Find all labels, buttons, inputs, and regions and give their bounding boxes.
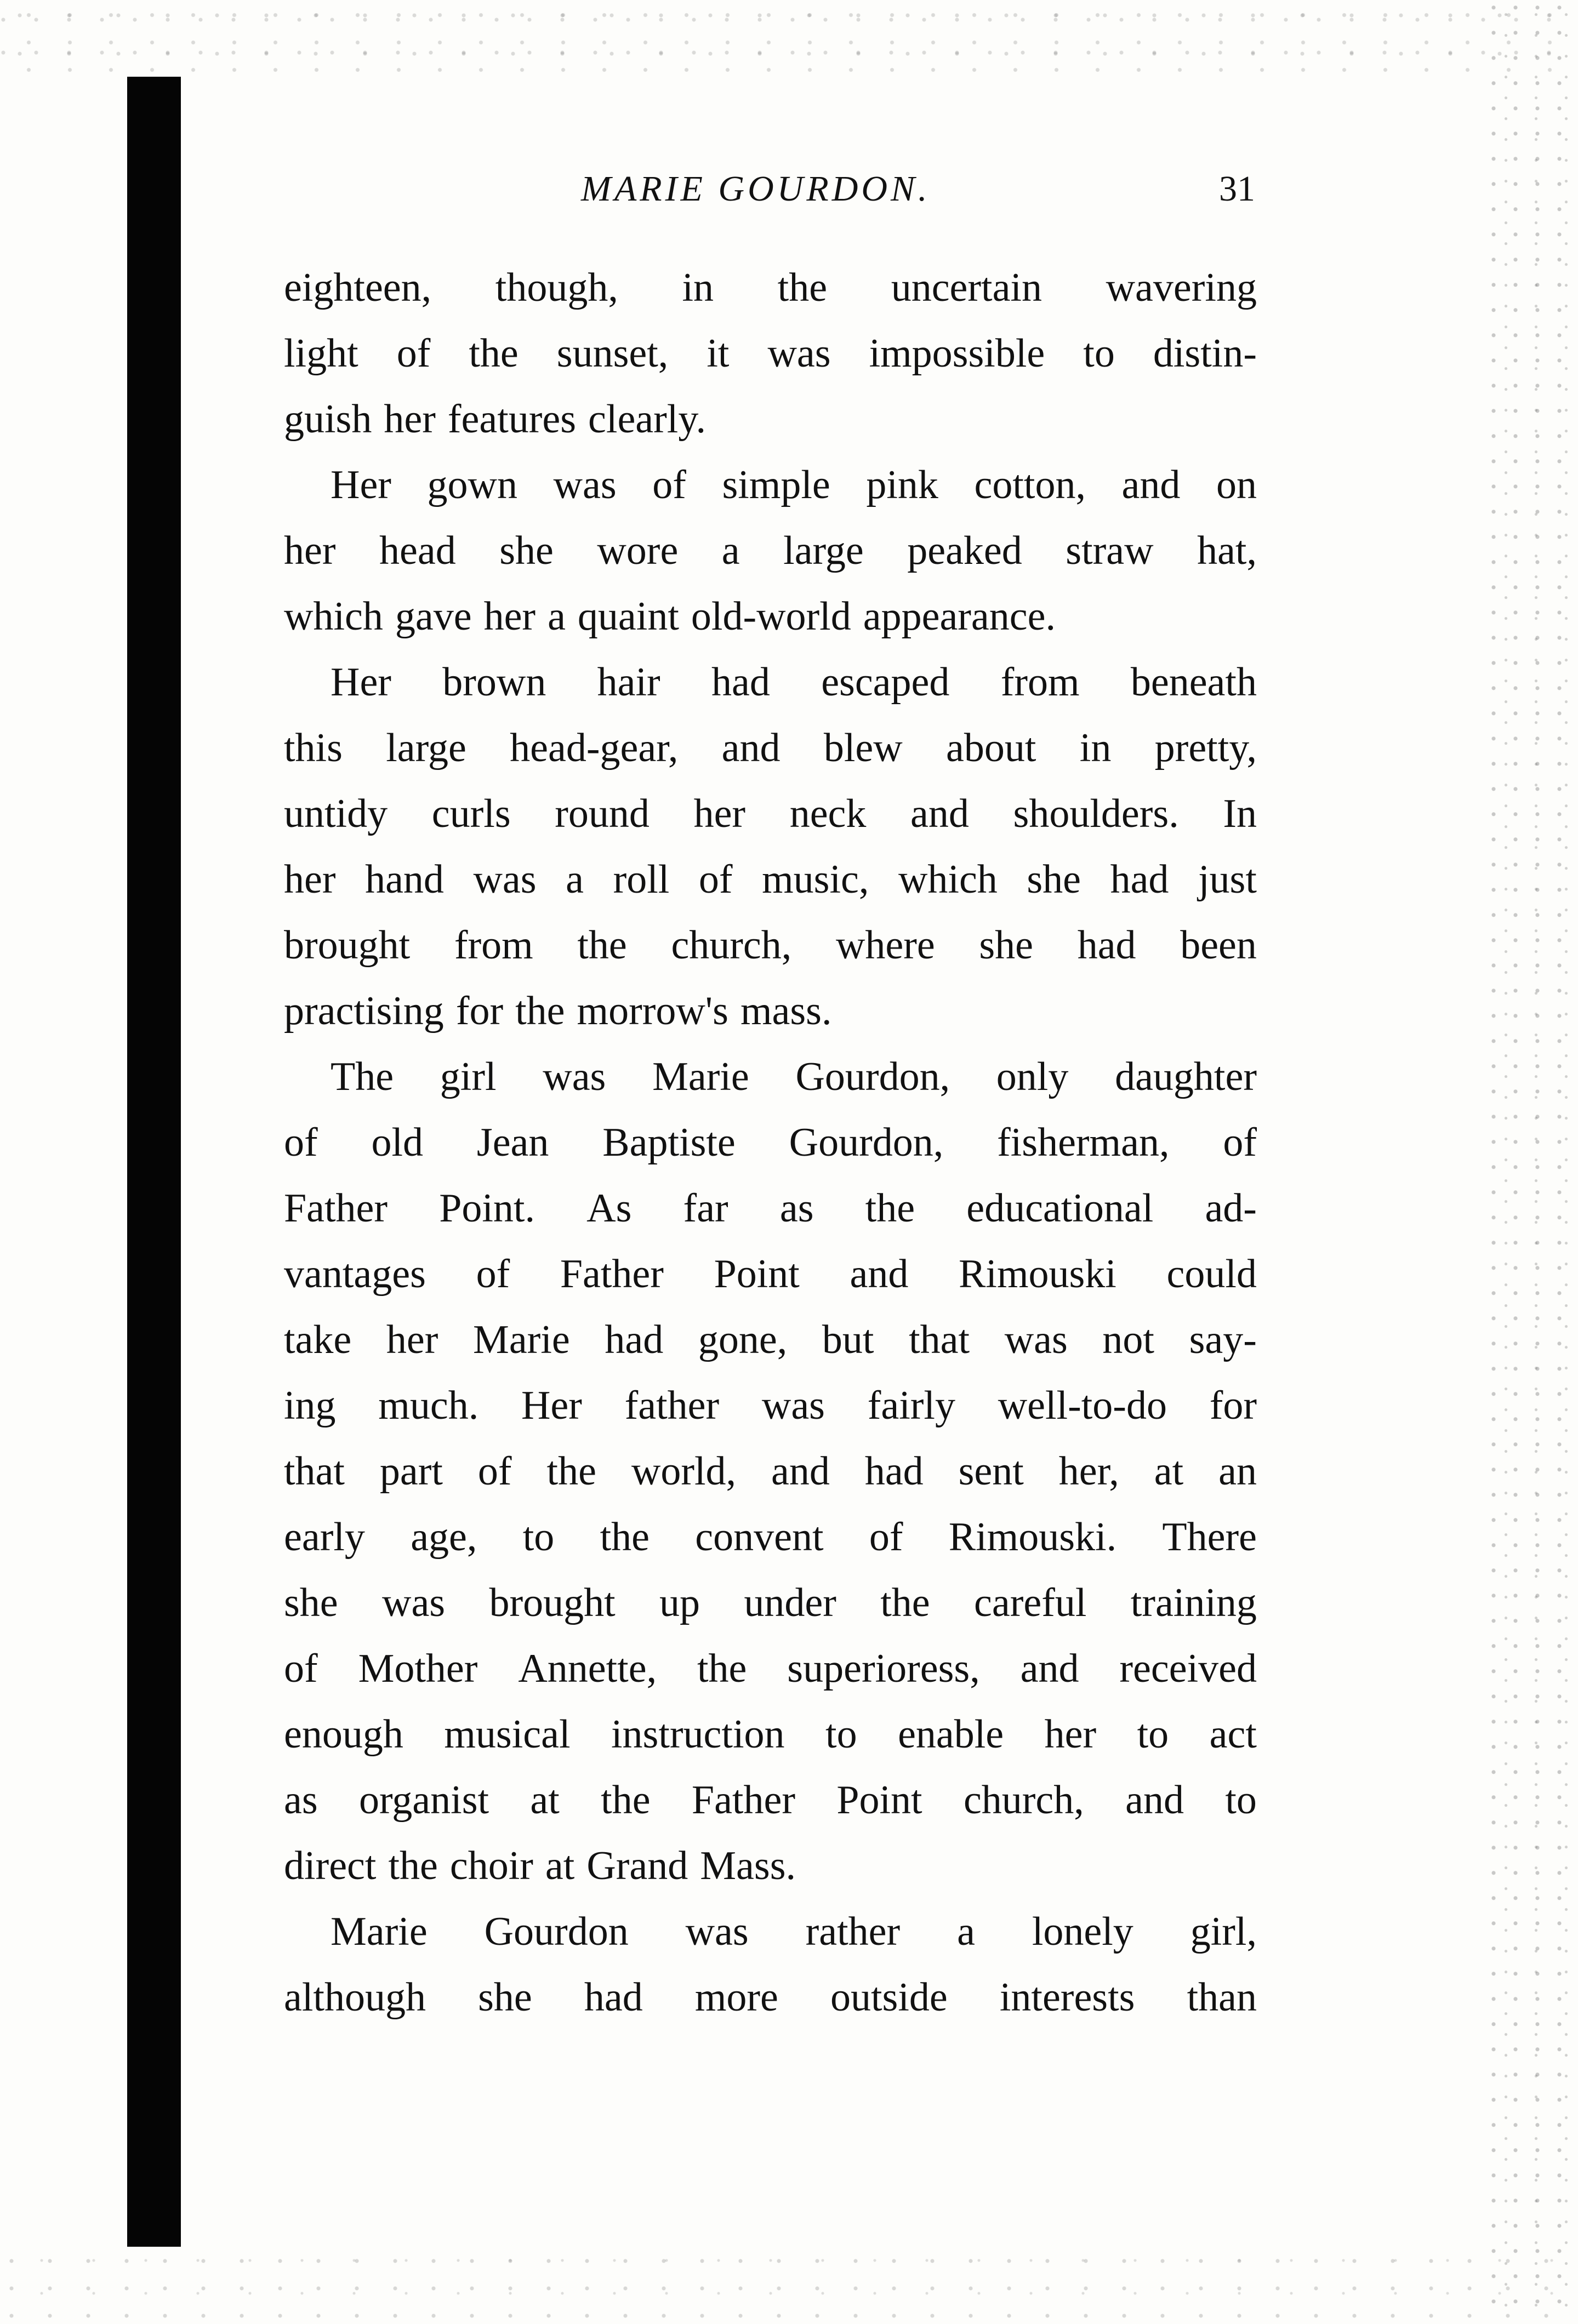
text-line: Marie Gourdon was rather a lonely girl, (331, 1909, 1257, 1954)
page-number: 31 (1219, 169, 1255, 209)
page-header (285, 159, 1255, 219)
text-line: she was brought up under the careful training (284, 1580, 1257, 1625)
text-line: of Mother Annette, the superioress, and received (284, 1646, 1257, 1691)
scan-noise-top (0, 0, 1578, 82)
scan-noise-right (1485, 0, 1578, 2324)
text-line: this large head-gear, and blew about in pretty, (284, 726, 1257, 770)
text-line: that part of the world, and had sent her, at an (284, 1449, 1257, 1494)
text-line: ing much. Her father was fairly well-to-do for (284, 1383, 1257, 1428)
text-line: her hand was a roll of music, which she had just (284, 857, 1257, 902)
text-line: direct the choir at Grand Mass. (284, 1843, 796, 1888)
text-line: Her gown was of simple pink cotton, and on (331, 462, 1257, 507)
text-line: practising for the morrow's mass. (284, 989, 832, 1033)
text-line: eighteen, though, in the uncertain wavering (284, 265, 1257, 310)
binding-gutter-shadow (127, 77, 181, 2247)
text-line: vantages of Father Point and Rimouski could (284, 1252, 1257, 1297)
text-line: brought from the church, where she had been (284, 923, 1257, 968)
text-line: guish her features clearly. (284, 397, 707, 442)
text-line: Her brown hair had escaped from beneath (331, 660, 1257, 705)
text-line: of old Jean Baptiste Gourdon, fisherman, of (284, 1120, 1257, 1165)
body-text (284, 255, 1257, 2030)
text-line: which gave her a quaint old-world appearance. (284, 594, 1056, 639)
text-line: although she had more outside interests than (284, 1975, 1257, 2020)
text-line: her head she wore a large peaked straw hat, (284, 528, 1257, 573)
text-line: The girl was Marie Gourdon, only daughter (331, 1054, 1257, 1099)
running-head: MARIE GOURDON. (581, 169, 931, 209)
text-line: enough musical instruction to enable her to act (284, 1712, 1257, 1757)
text-line: Father Point. As far as the educational ad- (284, 1186, 1257, 1231)
text-line: light of the sunset, it was impossible to distin- (284, 331, 1257, 376)
text-line: take her Marie had gone, but that was not say- (284, 1317, 1257, 1362)
scan-noise-bottom (0, 2247, 1578, 2324)
text-line: as organist at the Father Point church, and to (284, 1778, 1257, 1823)
text-line: early age, to the convent of Rimouski. There (284, 1515, 1257, 1560)
text-line: untidy curls round her neck and shoulders. In (284, 791, 1257, 836)
